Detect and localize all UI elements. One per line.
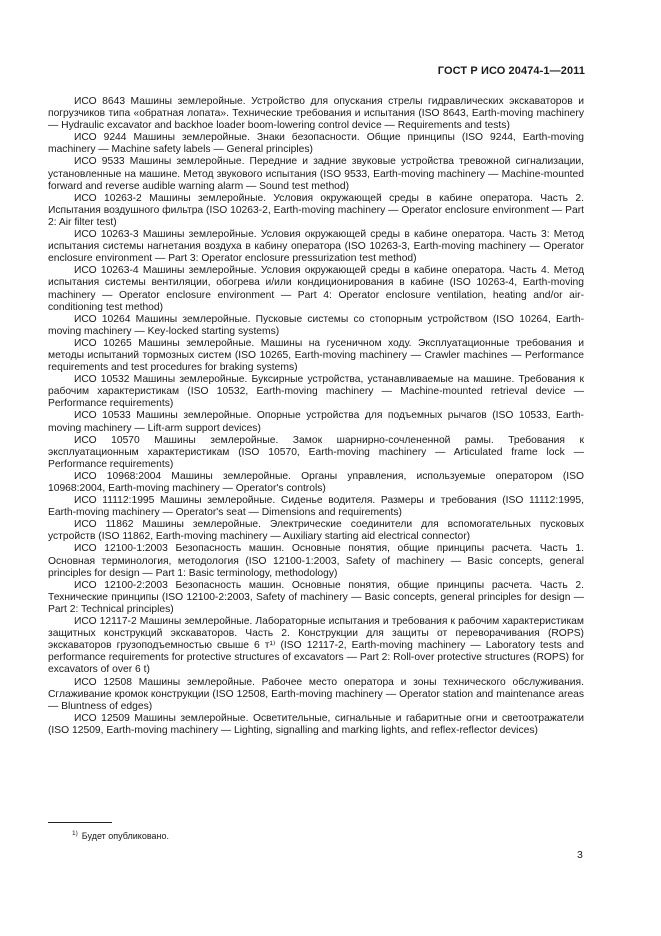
footnote-marker: 1) — [72, 830, 78, 837]
reference-entry: ИСО 10263-4 Машины землеройные. Условия окружающей среды в кабине оператора. Часть 4. Метод испытания системы вентиляции, обогрева и/или кондиционирования в кабине (ISO 10263-4, Earth-moving machinery — Operator enclosure environment — Part 4: Operator enclosure ventilation, heating and/or air-conditioning test method) — [48, 265, 584, 313]
reference-entry: ИСО 12508 Машины землеройные. Рабочее место оператора и зоны технического обслуживания. Сглаживание кромок конструкции (ISO 12508, Earth-moving machinery — Operator station and maintenance areas — Bluntness of edges) — [48, 676, 584, 712]
reference-entry: ИСО 10533 Машины землеройные. Опорные устройства для подъемных рычагов (ISO 10533, Earth-moving machinery — Lift-arm support devices) — [48, 410, 584, 434]
reference-entry: ИСО 12100-2:2003 Безопасность машин. Основные понятия, общие принципы расчета. Часть 2. Технические принципы (ISO 12100-2:2003, Safety of machinery — Basic concepts, general principles for design — Part 2: Technical principles) — [48, 579, 584, 615]
reference-entry: ИСО 10263-3 Машины землеройные. Условия окружающей среды в кабине оператора. Часть 3: Метод испытания системы нагнетания воздуха в кабину оператора (ISO 10263-3, Earth-moving machinery — Operator enclosure environment — Part 3: Operator enclosure pressurization test method) — [48, 229, 584, 265]
reference-entry: ИСО 12100-1:2003 Безопасность машин. Основные понятия, общие принципы расчета. Часть 1. Основная терминология, методология (ISO 12100-1:2003, Safety of machinery — Basic concepts, general principles for design — Part 1: Basic terminology, methodology) — [48, 543, 584, 579]
standard-header: ГОСТ Р ИСО 20474-1—2011 — [437, 65, 585, 77]
footnote — [72, 828, 169, 842]
reference-entry: ИСО 10570 Машины землеройные. Замок шарнирно-сочлененной рамы. Требования к эксплуатационным характеристикам (ISO 10570, Earth-moving machinery — Articulated frame lock — Performance requirements) — [48, 434, 584, 470]
page-number: 3 — [577, 849, 583, 861]
reference-entry: ИСО 10265 Машины землеройные. Машины на гусеничном ходу. Эксплуатационные требования и методы испытаний тормозных систем (ISO 10265, Earth-moving machinery — Crawler machines — Performance requirements and test procedures for braking systems) — [48, 337, 584, 374]
reference-entry: ИСО 12509 Машины землеройные. Осветительные, сигнальные и габаритные огни и светоотражатели (ISO 12509, Earth-moving machinery — Lighting, signalling and marking lights, and reflex-reflector devices) — [48, 712, 584, 736]
reference-entry: ИСО 9533 Машины землеройные. Передние и задние звуковые устройства тревожной сигнализации, установленные на машине. Метод звукового испытания (ISO 9533, Earth-moving machinery — Machine-mounted forward and reverse audible warning alarm — Sound test method) — [48, 156, 584, 192]
footnote-text: Будет опубликовано. — [81, 831, 169, 841]
reference-entry: ИСО 10263-2 Машины землеройные. Условия окружающей среды в кабине оператора. Часть 2. Испытания воздушного фильтра (ISO 10263-2, Earth-moving machinery — Operator enclosure environment — Part 2: Air filter test) — [48, 192, 584, 228]
footnote-divider — [48, 822, 112, 823]
reference-entry: ИСО 9244 Машины землеройные. Знаки безопасности. Общие принципы (ISO 9244, Earth-moving machinery — Machine safety labels — General principles) — [48, 132, 584, 156]
reference-entry: ИСО 11862 Машины землеройные. Электрические соединители для вспомогательных пусковых устройств (ISO 11862, Earth-moving machinery — Auxiliary starting aid electrical connector) — [48, 519, 584, 543]
reference-entry: ИСО 12117-2 Машины землеройные. Лабораторные испытания и требования к рабочим характеристикам защитных конструкций экскаваторов. Часть 2. Конструкции для защиты от переворачивания (ROPS) экскаваторов грузоподъемностью свыше 6 т¹⁾ (ISO 12117-2, Earth-moving machinery — Laboratory tests and performance requirements for protective structures of excavators — Part 2: Roll-over protective structures (ROPS) for excavators of over 6 t) — [48, 616, 584, 676]
reference-entry: ИСО 8643 Машины землеройные. Устройство для опускания стрелы гидравлических экскаваторов и погрузчиков типа «обратная лопата». Технические требования и испытания (ISO 8643, Earth-moving machinery — Hydraulic excavator and backhoe loader boom-lowering control device — Requirements and tests) — [48, 96, 584, 132]
reference-entry: ИСО 10264 Машины землеройные. Пусковые системы со стопорным устройством (ISO 10264, Earth-moving machinery — Key-locked starting systems) — [48, 313, 584, 337]
reference-entry: ИСО 10532 Машины землеройные. Буксирные устройства, устанавливаемые на машине. Требования к рабочим характеристикам (ISO 10532, Earth-moving machinery — Machine-mounted retrieval device — Performance requirements) — [48, 374, 584, 410]
references-list — [48, 96, 584, 737]
reference-entry: ИСО 10968:2004 Машины землеройные. Органы управления, используемые оператором (ISO 10968:2004, Earth-moving machinery — Operator's controls) — [48, 470, 584, 494]
reference-entry: ИСО 11112:1995 Машины землеройные. Сиденье водителя. Размеры и требования (ISO 11112:1995, Earth-moving machinery — Operator's seat — Dimensions and requirements) — [48, 495, 584, 519]
